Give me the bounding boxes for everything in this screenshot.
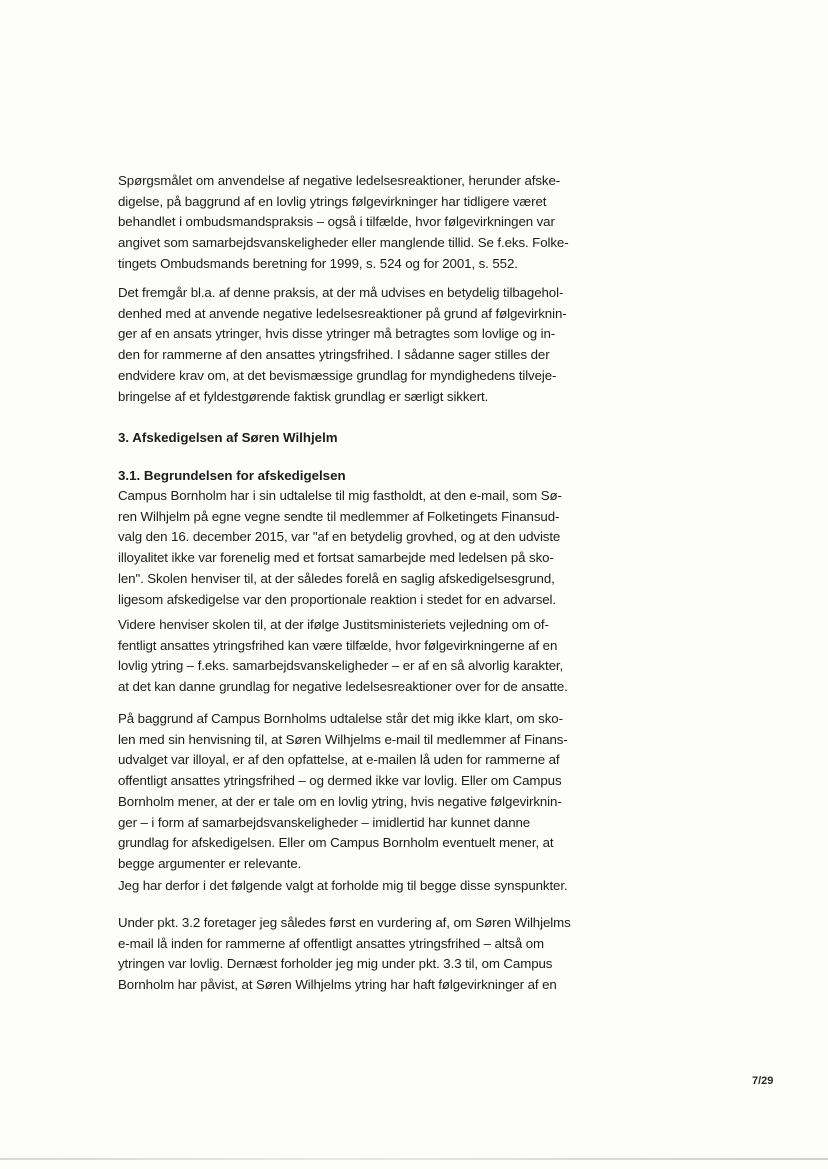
paragraph-both-views [118,876,588,897]
text-line: illoyalitet ikke var forenelig med et fortsat samarbejde med ledelsen på sko- [118,550,554,566]
text-line: Campus Bornholm har i sin udtalelse til mig fastholdt, at den e-mail, som Sø- [118,488,562,503]
text-line: angivet som samarbejdsvanskeligheder eller manglende tillid. Se f.eks. Folke- [118,235,569,251]
text-line: udvalget var illoyal, er af den opfattelse, at e-mailen lå uden for rammerne af [118,752,560,768]
text-line: offentligt ansattes ytringsfrihed – og dermed ikke var lovlig. Eller om Campus [118,773,562,789]
paragraph-assessment-plan [118,913,588,996]
text-line: len med sin henvisning til, at Søren Wilhjelms e-mail til medlemmer af Finans- [118,731,568,747]
text-line: bringelse af et fyldestgørende faktisk grundlag er særligt sikkert. [118,388,489,404]
text-line: at det kan danne grundlag for negative ledelsesreaktioner over for de ansatte. [118,679,568,695]
page-number: 7/29 [752,1075,774,1087]
text-line: Under pkt. 3.2 foretager jeg således først en vurdering af, om Søren Wilhjelms [118,915,571,930]
paragraph-unclear-position [118,709,588,875]
paragraph-campus-statement [118,486,588,610]
text-line: fentligt ansattes ytringsfrihed kan være tilfælde, hvor følgevirkningerne af en [118,637,558,653]
text-line: valg den 16. december 2015, var "af en betydelig grovhed, og at den udviste [118,529,561,545]
text-line: ytringen var lovlig. Dernæst forholder jeg mig under pkt. 3.3 til, om Campus [118,956,553,972]
paragraph-restraint [118,283,588,407]
text-line: endvidere krav om, at det bevismæssige grundlag for myndighedens tilveje- [118,367,557,383]
text-line: behandlet i ombudsmandspraksis – også i tilfælde, hvor følgevirkningen var [118,214,555,230]
text-line: tingets Ombudsmands beretning for 1999, s. 524 og for 2001, s. 552. [118,255,518,271]
text-line: Videre henviser skolen til, at der ifølge Justitsministeriets vejledning om of- [118,617,549,632]
paragraph-ombudsman-practice [118,171,588,275]
section-heading: 3. Afskedigelsen af Søren Wilhjelm [118,430,338,445]
text-line: grundlag for afskedigelsen. Eller om Campus Bornholm eventuelt mener, at [118,835,554,851]
text-line: ger – i form af samarbejdsvanskeligheder – imidlertid har kunnet danne [118,814,531,830]
text-line: På baggrund af Campus Bornholms udtalelse står det mig ikke klart, om sko- [118,711,563,726]
text-line: Bornholm mener, at der er tale om en lovlig ytring, hvis negative følgevirknin- [118,793,562,809]
text-line: denhed med at anvende negative ledelsesreaktioner på grund af følgevirknin- [118,305,567,321]
text-line: ger af en ansats ytringer, hvis disse ytringer må betragtes som lovlige og in- [118,326,556,342]
scan-edge-divider [0,1158,828,1160]
text-line: e-mail lå inden for rammerne af offentligt ansattes ytringsfrihed – altså om [118,935,544,951]
text-line: lovlig ytring – f.eks. samarbejdsvanskeligheder – er af en så alvorlig karakter, [118,658,564,674]
text-line: ligesom afskedigelse var den proportionale reaktion i stedet for en advarsel. [118,591,556,607]
text-line: begge argumenter er relevante. [118,855,302,871]
text-line: len". Skolen henviser til, at der således forelå en saglig afskedigelsesgrund, [118,570,555,586]
text-line: Det fremgår bl.a. af denne praksis, at der må udvises en betydelig tilbagehol- [118,285,564,300]
text-line: Spørgsmålet om anvendelse af negative ledelsesreaktioner, herunder afske- [118,173,561,188]
text-line: Bornholm har påvist, at Søren Wilhjelms ytring har haft følgevirkninger af en [118,977,557,993]
subsection-heading: 3.1. Begrundelsen for afskedigelsen [118,468,346,483]
text-line: Jeg har derfor i det følgende valgt at forholde mig til begge disse synspunkter. [118,878,568,893]
paragraph-ministry-guidance [118,615,588,698]
text-line: digelse, på baggrund af en lovlig ytrings følgevirkninger har tidligere været [118,193,547,209]
text-line: den for rammerne af den ansattes ytringsfrihed. I sådanne sager stilles der [118,347,550,363]
text-line: ren Wilhjelm på egne vegne sendte til medlemmer af Folketingets Finansud- [118,508,560,524]
